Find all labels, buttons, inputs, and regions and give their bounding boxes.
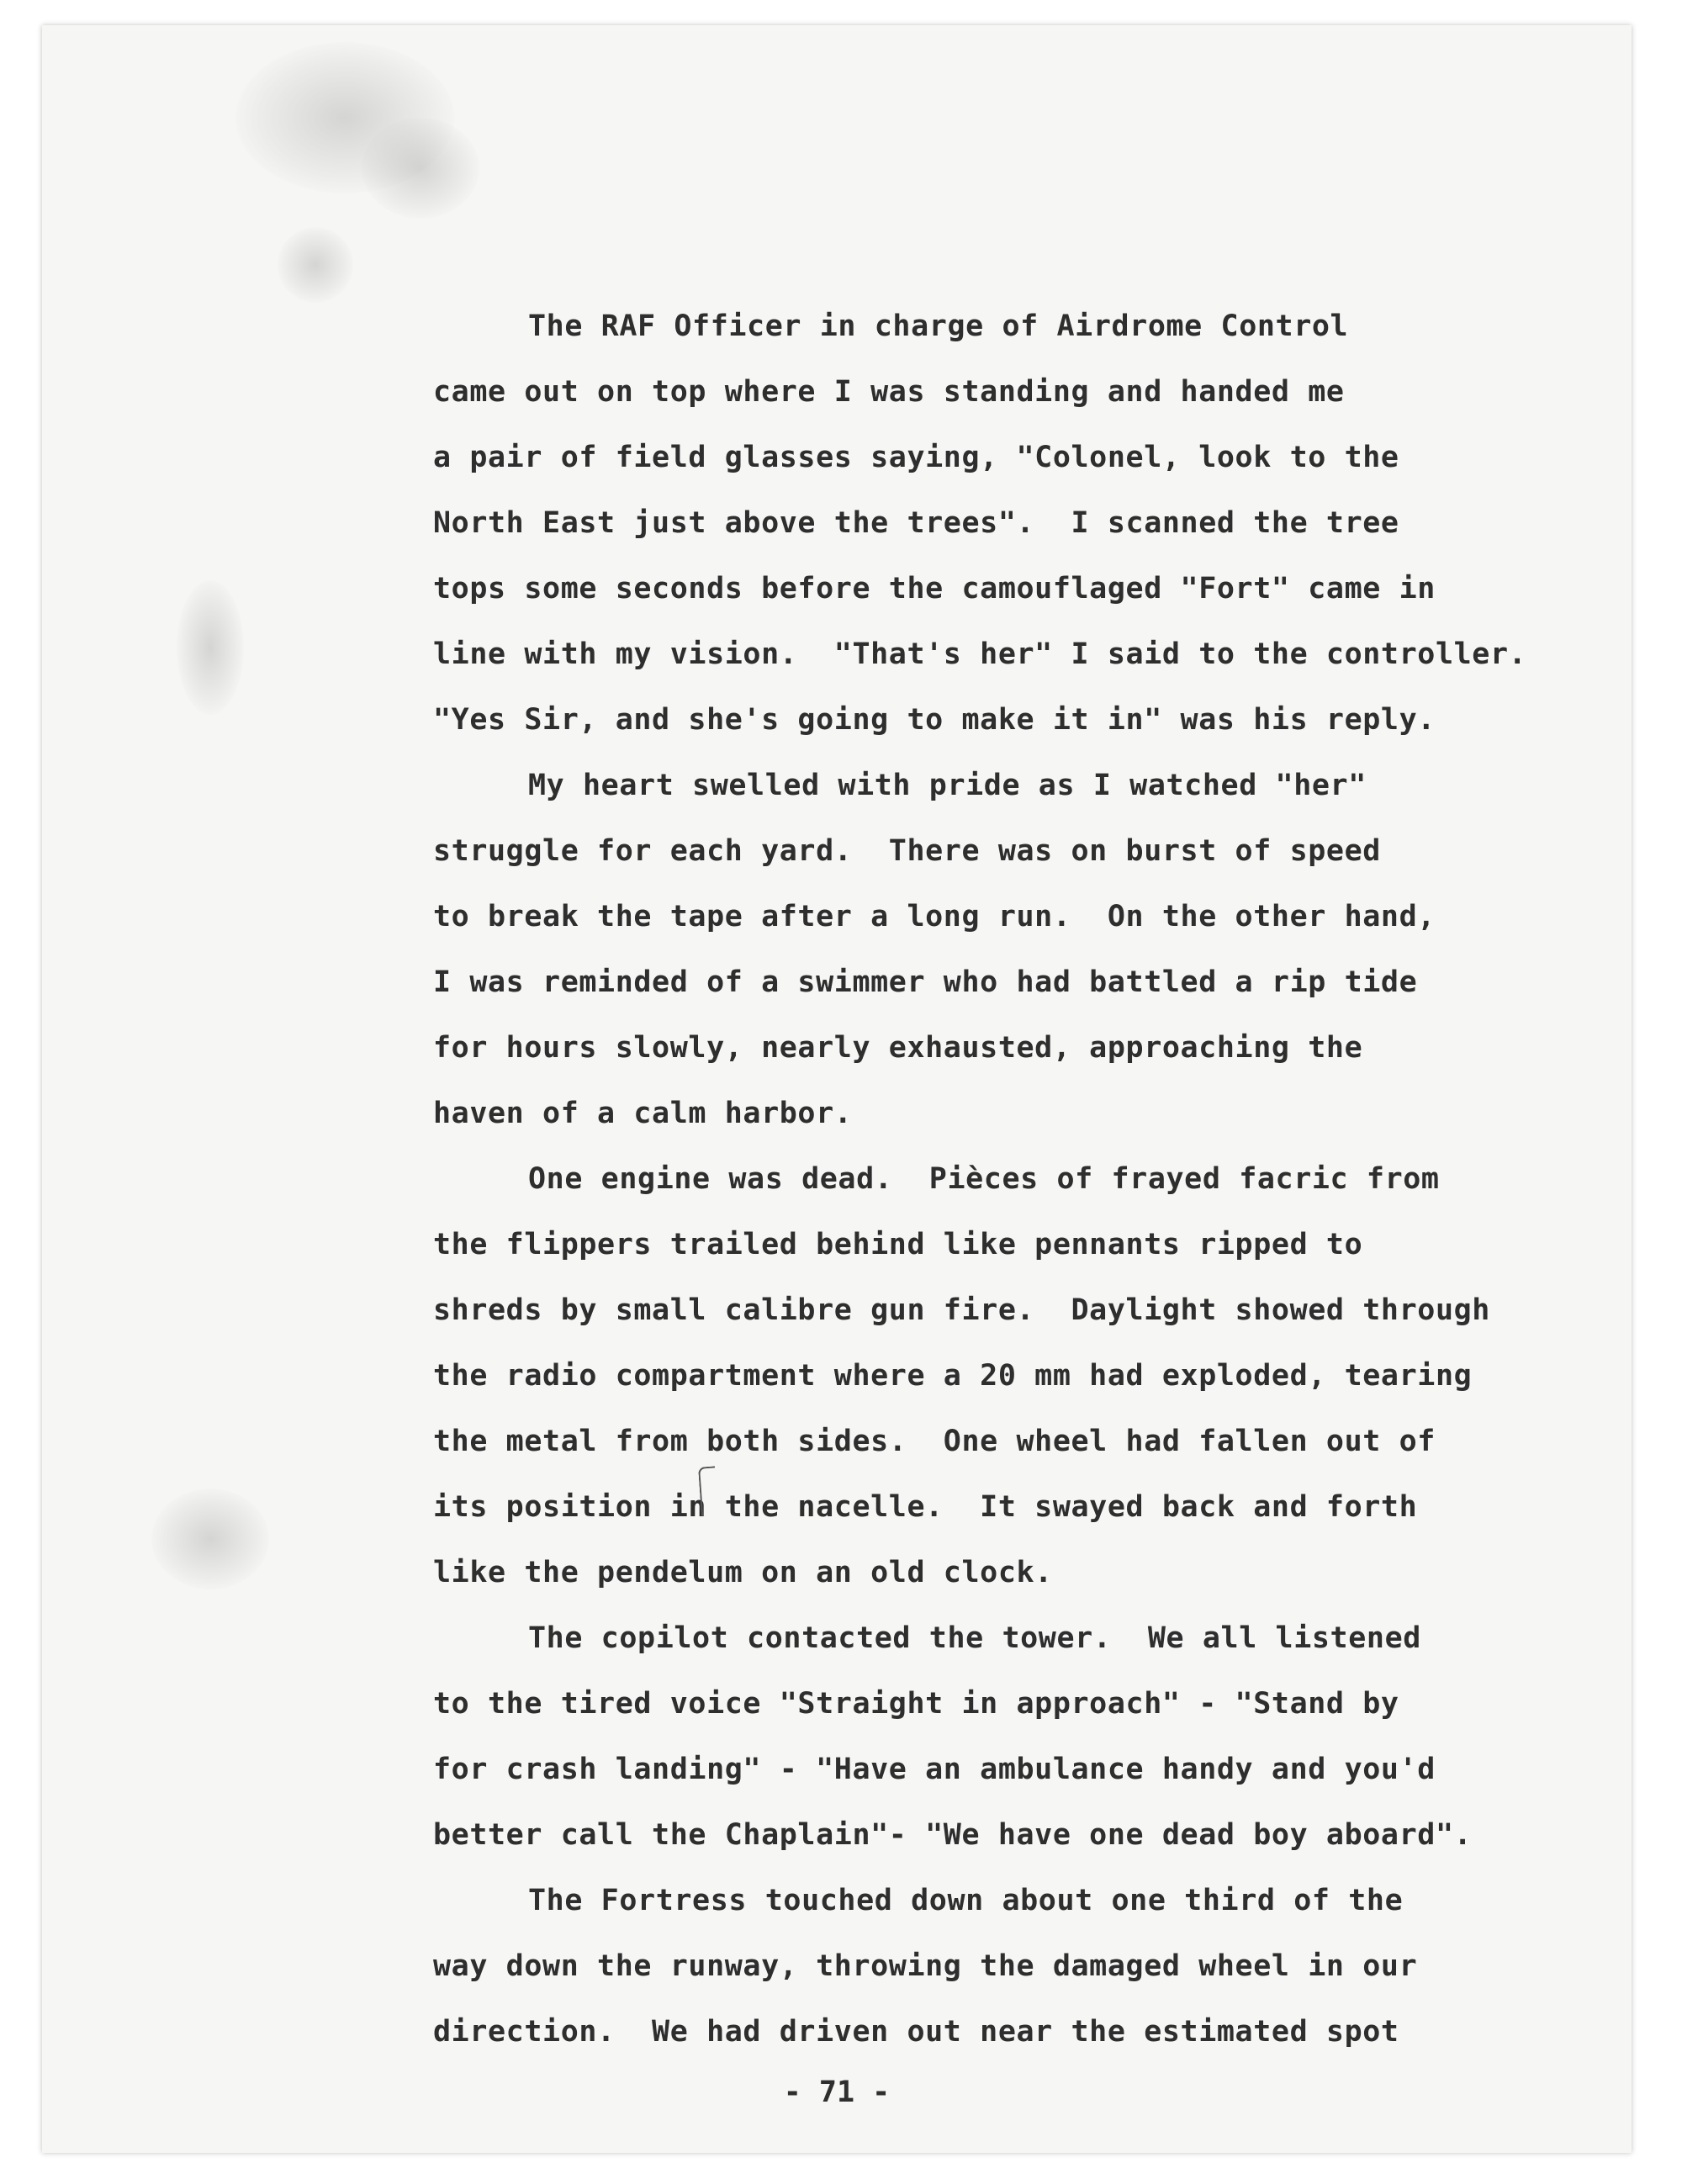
- text-line: struggle for each yard. There was on burst of speed: [433, 834, 1381, 868]
- text-line: My heart swelled with pride as I watched "her": [528, 769, 1367, 802]
- text-line: the flippers trailed behind like pennants ripped to: [433, 1228, 1363, 1261]
- text-line: shreds by small calibre gun fire. Daylight showed through: [433, 1293, 1490, 1327]
- text-line: to the tired voice "Straight in approach" - "Stand by: [433, 1687, 1399, 1721]
- text-line: direction. We had driven out near the estimated spot: [433, 2015, 1399, 2049]
- text-line: to break the tape after a long run. On the other hand,: [433, 900, 1436, 933]
- text-line: like the pendelum on an old clock.: [433, 1556, 1053, 1589]
- text-line: its position in the nacelle. It swayed back and forth: [433, 1490, 1418, 1524]
- paper-stain: [278, 227, 353, 303]
- text-line: The RAF Officer in charge of Airdrome Control: [528, 309, 1349, 343]
- paper-stain: [177, 580, 244, 715]
- text-line: the metal from both sides. One wheel had fallen out of: [433, 1425, 1436, 1458]
- text-line: tops some seconds before the camouflaged "Fort" came in: [433, 572, 1436, 605]
- text-line: The copilot contacted the tower. We all listened: [528, 1621, 1421, 1655]
- typewritten-page: [42, 25, 1632, 2153]
- text-line: "Yes Sir, and she's going to make it in" was his reply.: [433, 703, 1436, 737]
- page-number: - 71 -: [783, 2076, 891, 2109]
- text-line: North East just above the trees". I scanned the tree: [433, 506, 1399, 540]
- text-line: the radio compartment where a 20 mm had exploded, tearing: [433, 1359, 1473, 1393]
- text-line: way down the runway, throwing the damaged wheel in our: [433, 1949, 1418, 1983]
- text-line: line with my vision. "That's her" I said to the controller.: [433, 637, 1527, 671]
- text-line: haven of a calm harbor.: [433, 1097, 853, 1130]
- text-line: for crash landing" - "Have an ambulance handy and you'd: [433, 1753, 1436, 1786]
- text-line: came out on top where I was standing and handed me: [433, 375, 1345, 409]
- text-line: The Fortress touched down about one third of the: [528, 1884, 1404, 1917]
- pencil-mark: [698, 1466, 718, 1515]
- text-line: for hours slowly, nearly exhausted, approaching the: [433, 1031, 1363, 1065]
- text-line: One engine was dead. Pièces of frayed facric from: [528, 1162, 1440, 1196]
- text-line: I was reminded of a swimmer who had battled a rip tide: [433, 965, 1418, 999]
- paper-stain: [362, 118, 479, 219]
- text-line: a pair of field glasses saying, "Colonel, look to the: [433, 441, 1399, 474]
- paper-stain: [151, 1489, 269, 1589]
- text-line: better call the Chaplain"- "We have one dead boy aboard".: [433, 1818, 1473, 1852]
